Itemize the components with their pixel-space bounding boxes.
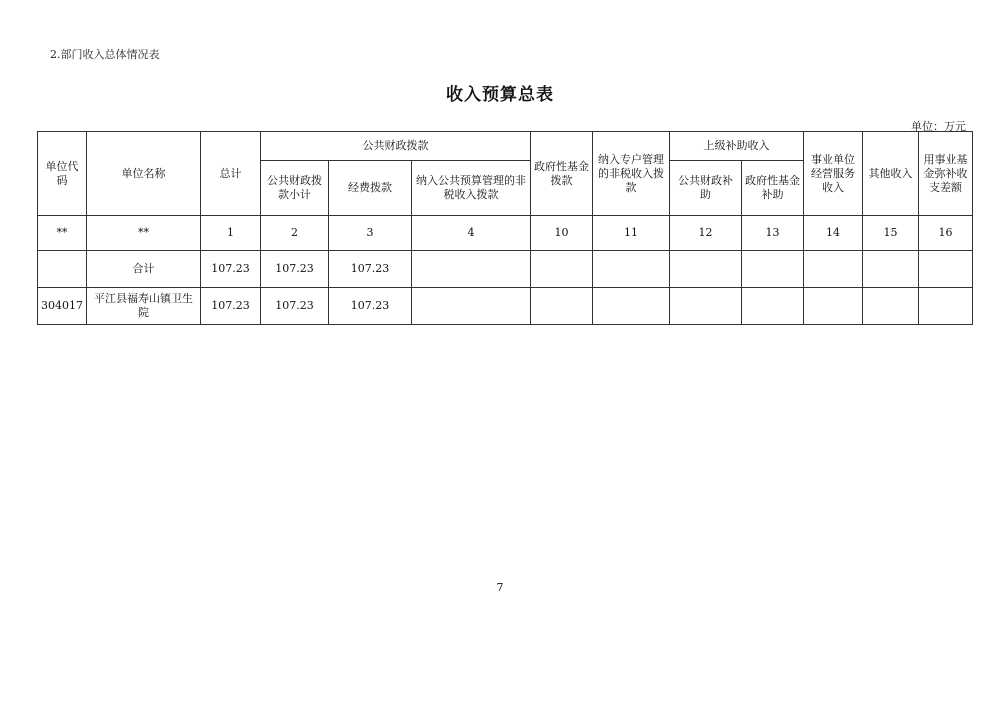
header-fund-compensation: 用事业基金弥补收支差额 [919, 132, 973, 216]
header-other-income: 其他收入 [863, 132, 919, 216]
income-budget-table [37, 131, 973, 325]
cell-public-finance-subsidy [670, 288, 742, 325]
cell-other-income [863, 251, 919, 288]
header-gov-fund-subsidy: 政府性基金补助 [742, 161, 804, 216]
unit-label: 单位：万元 [911, 120, 966, 133]
column-number: 11 [593, 216, 670, 251]
column-number: 15 [863, 216, 919, 251]
page-number: 7 [496, 581, 504, 594]
column-number: 3 [329, 216, 412, 251]
header-total: 总计 [201, 132, 261, 216]
cell-unit-code [38, 251, 87, 288]
table-row [38, 288, 973, 325]
table-row [38, 251, 973, 288]
cell-expense-appropriation: 107.23 [329, 288, 412, 325]
cell-special-nontax [593, 288, 670, 325]
cell-public-budget-nontax [412, 251, 531, 288]
cell-public-finance-subtotal: 107.23 [261, 251, 329, 288]
cell-gov-fund [531, 288, 593, 325]
column-number: ** [87, 216, 201, 251]
header-expense-appropriation: 经费拨款 [329, 161, 412, 216]
cell-public-finance-subtotal: 107.23 [261, 288, 329, 325]
header-public-finance-group: 公共财政拨款 [261, 132, 531, 161]
column-number: 10 [531, 216, 593, 251]
cell-business-service-income [804, 251, 863, 288]
cell-fund-compensation [919, 288, 973, 325]
header-row-1 [38, 132, 973, 161]
cell-total: 107.23 [201, 288, 261, 325]
cell-gov-fund-subsidy [742, 288, 804, 325]
header-business-service-income: 事业单位经营服务收入 [804, 132, 863, 216]
column-number: ** [38, 216, 87, 251]
header-unit-code: 单位代码 [38, 132, 87, 216]
section-label: 2.部门收入总体情况表 [50, 48, 160, 61]
column-number: 1 [201, 216, 261, 251]
cell-business-service-income [804, 288, 863, 325]
column-number: 13 [742, 216, 804, 251]
cell-unit-name: 平江县福寿山镇卫生院 [87, 288, 201, 325]
header-superior-subsidy-group: 上级补助收入 [670, 132, 804, 161]
cell-expense-appropriation: 107.23 [329, 251, 412, 288]
cell-total: 107.23 [201, 251, 261, 288]
cell-unit-code: 304017 [38, 288, 87, 325]
column-number: 4 [412, 216, 531, 251]
column-number-row [38, 216, 973, 251]
cell-public-finance-subsidy [670, 251, 742, 288]
cell-fund-compensation [919, 251, 973, 288]
cell-public-budget-nontax [412, 288, 531, 325]
column-number: 2 [261, 216, 329, 251]
header-public-finance-subsidy: 公共财政补助 [670, 161, 742, 216]
cell-gov-fund [531, 251, 593, 288]
header-public-budget-nontax: 纳入公共预算管理的非税收入拨款 [412, 161, 531, 216]
cell-other-income [863, 288, 919, 325]
header-gov-fund: 政府性基金拨款 [531, 132, 593, 216]
header-special-nontax: 纳入专户管理的非税收入拨款 [593, 132, 670, 216]
cell-unit-name: 合计 [87, 251, 201, 288]
cell-gov-fund-subsidy [742, 251, 804, 288]
header-unit-name: 单位名称 [87, 132, 201, 216]
page-title: 收入预算总表 [446, 85, 554, 105]
column-number: 12 [670, 216, 742, 251]
column-number: 16 [919, 216, 973, 251]
header-public-finance-subtotal: 公共财政拨款小计 [261, 161, 329, 216]
cell-special-nontax [593, 251, 670, 288]
column-number: 14 [804, 216, 863, 251]
